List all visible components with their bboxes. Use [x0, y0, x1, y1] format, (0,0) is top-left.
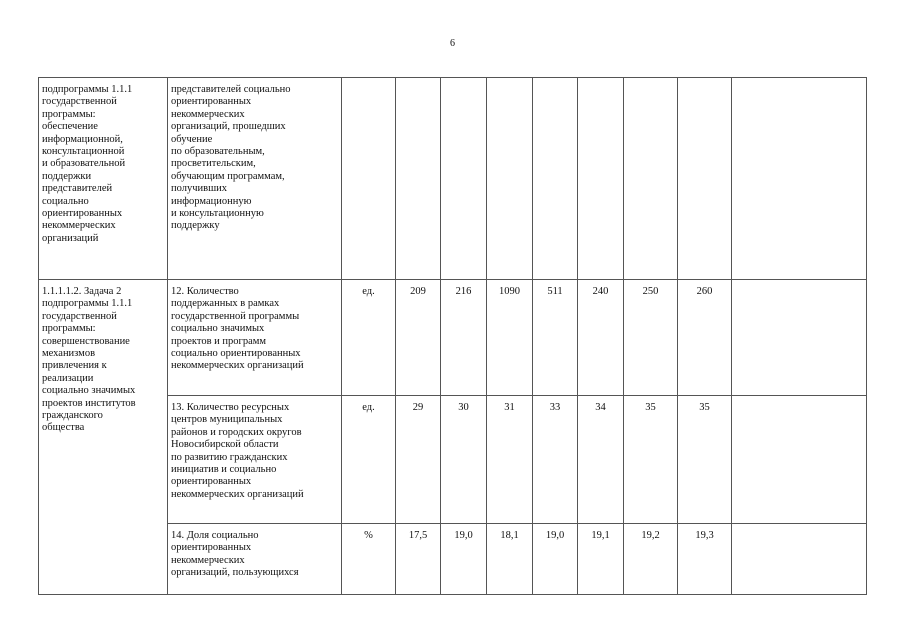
value-cell: 240	[578, 280, 624, 396]
value-cell: 209	[396, 280, 441, 396]
note-cell	[732, 78, 867, 280]
value-cell: 29	[396, 396, 441, 524]
value-cell: 19,0	[533, 524, 578, 595]
value-cell: 250	[624, 280, 678, 396]
value-cell	[533, 78, 578, 280]
unit-cell: ед.	[342, 280, 396, 396]
value-cell: 260	[678, 280, 732, 396]
value-cell: 18,1	[487, 524, 533, 595]
value-cell: 31	[487, 396, 533, 524]
note-cell	[732, 396, 867, 524]
value-cell: 34	[578, 396, 624, 524]
task-cell: подпрограммы 1.1.1 государственной программы: обеспечение информационной, консультационной и образовательной поддержки представителей социально ориентированных некоммерческих организаций	[39, 78, 168, 280]
value-cell: 30	[441, 396, 487, 524]
unit-cell: ед.	[342, 396, 396, 524]
value-cell: 35	[678, 396, 732, 524]
indicator-cell: 14. Доля социально ориентированных некоммерческих организаций, пользующихся	[168, 524, 342, 595]
value-cell: 19,3	[678, 524, 732, 595]
value-cell: 17,5	[396, 524, 441, 595]
value-cell	[396, 78, 441, 280]
unit-cell	[342, 78, 396, 280]
value-cell: 1090	[487, 280, 533, 396]
value-cell: 33	[533, 396, 578, 524]
value-cell	[441, 78, 487, 280]
value-cell: 19,2	[624, 524, 678, 595]
indicators-table	[38, 77, 867, 595]
note-cell	[732, 524, 867, 595]
indicator-cell: 12. Количество поддержанных в рамках государственной программы социально значимых проектов и программ социально ориентированных некоммерческих организаций	[168, 280, 342, 396]
value-cell	[678, 78, 732, 280]
value-cell	[487, 78, 533, 280]
value-cell: 19,1	[578, 524, 624, 595]
indicator-cell: представителей социально ориентированных некоммерческих организаций, прошедших обучение по образовательным, просветительским, обучающим программам, получивших информационную и консультационную поддержку	[168, 78, 342, 280]
value-cell: 19,0	[441, 524, 487, 595]
value-cell: 511	[533, 280, 578, 396]
note-cell	[732, 280, 867, 396]
value-cell: 216	[441, 280, 487, 396]
table-row	[39, 280, 867, 396]
value-cell	[624, 78, 678, 280]
table-row	[39, 78, 867, 280]
value-cell: 35	[624, 396, 678, 524]
unit-cell: %	[342, 524, 396, 595]
task-cell: 1.1.1.1.2. Задача 2 подпрограммы 1.1.1 государственной программы: совершенствование механизмов привлечения к реализации социально значимых проектов институтов гражданского общества	[39, 280, 168, 595]
value-cell	[578, 78, 624, 280]
page-number: 6	[450, 38, 455, 49]
indicator-cell: 13. Количество ресурсных центров муниципальных районов и городских округов Новосибирской области по развитию гражданских инициатив и социально ориентированных некоммерческих организаций	[168, 396, 342, 524]
